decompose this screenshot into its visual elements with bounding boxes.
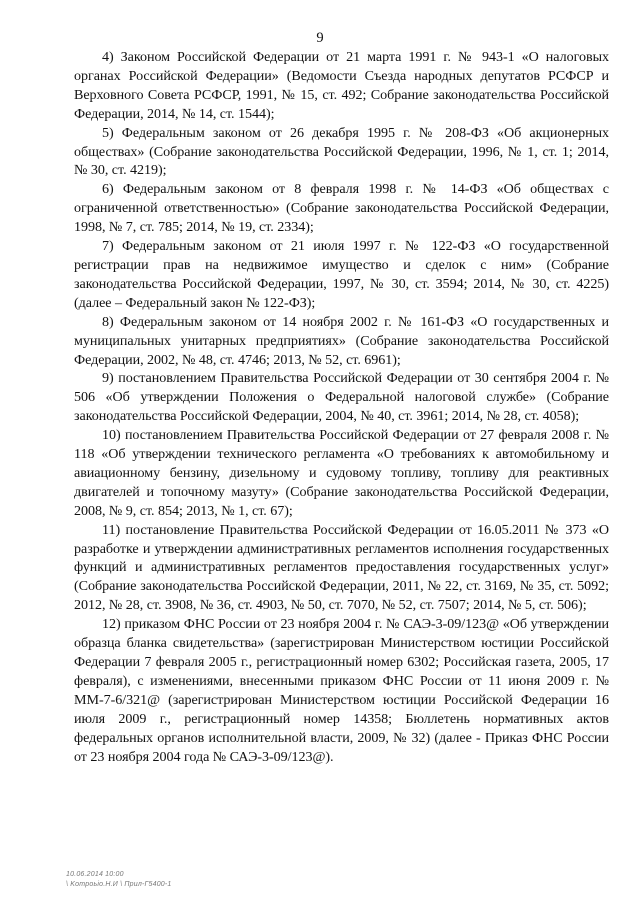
list-item: 5) Федеральным законом от 26 декабря 1995 г. № 208-ФЗ «Об акционерных обществах» (Собрание законодательства Российской Федерации, 1996, № 1, ст. 1; 2014, № 30, ст. 4219); [74,124,609,179]
list-item: 10) постановлением Правительства Российской Федерации от 27 февраля 2008 г. № 118 «Об утверждении технического регламента «О требованиях к автомобильному и авиационному бензину, дизельному и судовому топливу, топливу для реактивных двигателей и топочному мазуту» (Собрание законодательства Российской Федерации, 2008, № 9, ст. 854; 2013, № 1, ст. 67); [74,427,609,519]
list-item: 8) Федеральным законом от 14 ноября 2002 г. № 161-ФЗ «О государственных и муниципальных унитарных предприятиях» (Собрание законодательства Российской Федерации, 2002, № 48, ст. 4746; 2013, № 52, ст. 6961); [74,313,609,368]
document-body [74,48,609,766]
page-number: 9 [316,30,324,46]
list-item: 11) постановление Правительства Российской Федерации от 16.05.2011 № 373 «О разработке и утверждении административных регламентов исполнения государственных функций и административных регламентов предоставления государственных услуг» (Собрание законодательства Российской Федерации, 2011, № 22, ст. 3169, № 35, ст. 5092; 2012, № 28, ст. 3908, № 36, ст. 4903, № 50, ст. 7070, № 52, ст. 7507; 2014, № 5, ст. 506); [74,521,609,614]
list-item: 4) Законом Российской Федерации от 21 марта 1991 г. № 943-1 «О налоговых органах Российской Федерации» (Ведомости Съезда народных депутатов РСФСР и Верховного Совета РСФСР, 1991, № 15, ст. 492; Собрание законодательства Российской Федерации, 2014, № 14, ст. 1544); [74,49,609,122]
list-item: 12) приказом ФНС России от 23 ноября 2004 г. № САЭ-3-09/123@ «Об утверждении образца бланка свидетельства» (зарегистрирован Министерством юстиции Российской Федерации 7 февраля 2005 г., регистрационный номер 6302; Российская газета, 2005, 17 февраля), с изменениями, внесенными приказом ФНС России от 11 июня 2009 г. № ММ-7-6/321@ (зарегистрирован Министерством юстиции Российской Федерации 16 июля 2009 г., регистрационный номер 14358; Бюллетень нормативных актов федеральных органов исполнительной власти, 2009, № 32) (далее - Приказ ФНС России от 23 ноября 2004 года № САЭ-3-09/123@). [74,616,609,765]
list-item: 7) Федеральным законом от 21 июля 1997 г. № 122-ФЗ «О государственной регистрации прав на недвижимое имущество и сделок с ним» (Собрание законодательства Российской Федерации, 1997, № 30, ст. 3594; 2014, № 30, ст. 4225) (далее – Федеральный закон № 122-ФЗ); [74,238,609,311]
footer-file-path: \ Kоmpoьio.Н.И \ Прил-Г5400-1 [66,881,172,888]
list-item: 9) постановлением Правительства Российской Федерации от 30 сентября 2004 г. № 506 «Об утверждении Положения о Федеральной налоговой службе» (Собрание законодательства Российской Федерации, 2004, № 40, ст. 3961; 2014, № 28, ст. 4058); [74,370,609,425]
footer-timestamp: 10.06.2014 10:00 [66,871,124,878]
list-item: 6) Федеральным законом от 8 февраля 1998 г. № 14-ФЗ «Об обществах с ограниченной ответственностью» (Собрание законодательства Российской Федерации, 1998, № 7, ст. 785; 2014, № 19, ст. 2334); [74,181,609,236]
